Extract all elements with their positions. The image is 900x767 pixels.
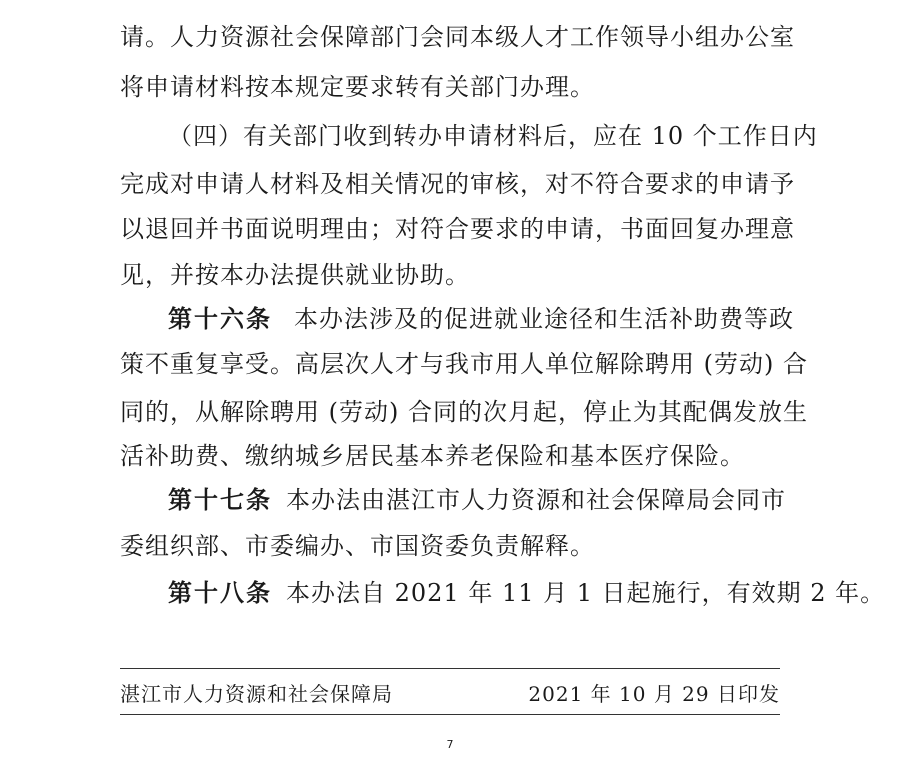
article-heading: 第十七条 [168,486,272,514]
paragraph-line: 见，并按本办法提供就业协助。 [120,261,470,289]
issuer-name: 湛江市人力资源和社会保障局 [120,682,393,706]
article-17-first-line [168,485,786,515]
footer-top-rule [120,668,780,669]
paragraph-line: （四）有关部门收到转办申请材料后，应在 10 个工作日内 [168,122,818,150]
page-number: 7 [446,738,454,751]
article-text: 本办法由湛江市人力资源和社会保障局会同市 [286,486,786,514]
paragraph-line: 以退回并书面说明理由；对符合要求的申请，书面回复办理意 [120,215,795,243]
footer-bottom-rule [120,714,780,715]
issue-date: 2021 年 10 月 29 日印发 [528,682,780,706]
article-text: 本办法涉及的促进就业途径和生活补助费等政 [294,305,794,333]
paragraph-line: 活补助费、缴纳城乡居民基本养老保险和基本医疗保险。 [120,442,745,470]
article-text: 本办法自 2021 年 11 月 1 日起施行，有效期 2 年。 [286,579,886,607]
paragraph-line: 策不重复享受。高层次人才与我市用人单位解除聘用 (劳动) 合 [120,350,808,378]
paragraph-line: 同的，从解除聘用 (劳动) 合同的次月起，停止为其配偶发放生 [120,398,808,426]
paragraph-line: 请。人力资源社会保障部门会同本级人才工作领导小组办公室 [120,23,795,51]
article-18-first-line [168,578,886,608]
article-16-first-line [168,304,794,334]
paragraph-line: 将申请材料按本规定要求转有关部门办理。 [120,73,595,101]
paragraph-line: 完成对申请人材料及相关情况的审核，对不符合要求的申请予 [120,170,795,198]
article-heading: 第十八条 [168,579,272,607]
paragraph-line: 委组织部、市委编办、市国资委负责解释。 [120,532,595,560]
article-heading: 第十六条 [168,305,272,333]
